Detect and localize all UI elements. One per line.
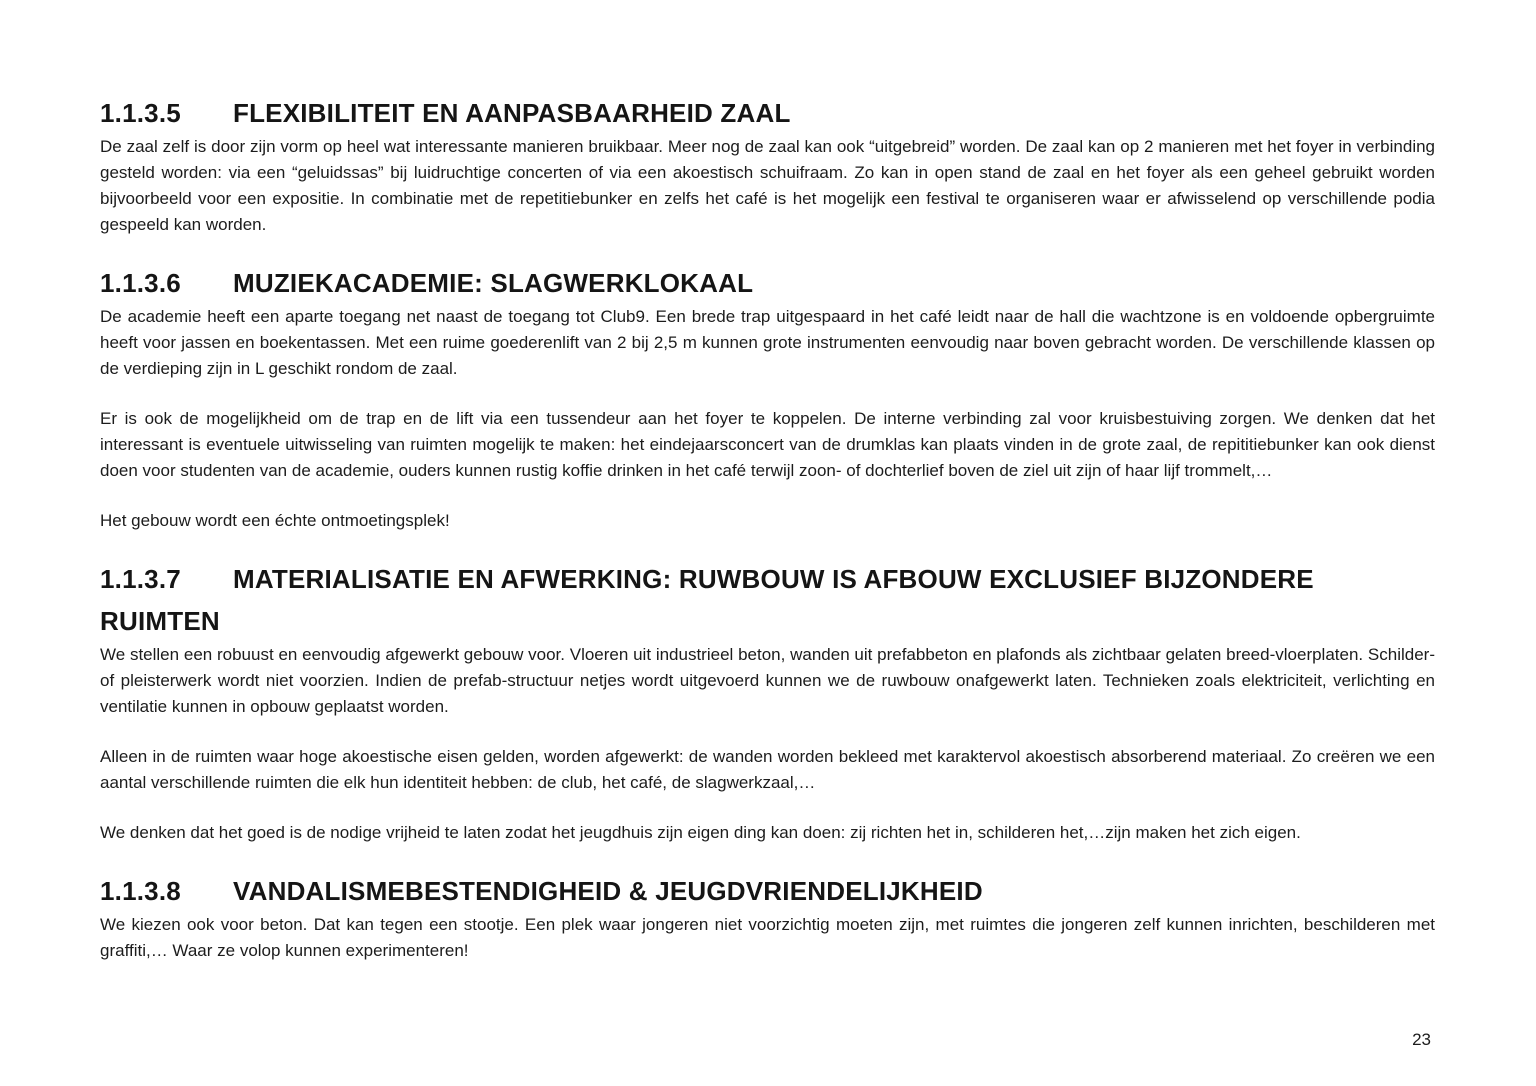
section-heading: [100, 870, 1435, 912]
paragraph: De zaal zelf is door zijn vorm op heel wat interessante manieren bruikbaar. Meer nog de zaal kan ook “uitgebreid” worden. De zaal kan op 2 manieren met het foyer in verbinding gesteld worden: via een “geluidssas” bij luidruchtige concerten of via een akoestisch schuifraam. Zo kan in open stand de zaal en het foyer als een geheel gebruikt worden bijvoorbeeld voor een expositie. In combinatie met de repetitiebunker en zelfs het café is het mogelijk een festival te organiseren waar er afwisselend op verschillende podia gespeeld kan worden.: [100, 137, 1435, 234]
document-section: [100, 870, 1435, 964]
section-heading: [100, 558, 1435, 642]
section-title: MUZIEKACADEMIE: SLAGWERKLOKAAL: [233, 268, 754, 298]
section-number: 1.1.3.8: [100, 876, 181, 906]
document-section: [100, 262, 1435, 534]
section-paragraphs: [100, 912, 1435, 964]
paragraph: We denken dat het goed is de nodige vrijheid te laten zodat het jeugdhuis zijn eigen ding kan doen: zij richten het in, schilderen het,…zijn maken het zich eigen.: [100, 823, 1301, 842]
section-number: 1.1.3.6: [100, 268, 181, 298]
document-section: [100, 558, 1435, 846]
sections-container: [100, 92, 1435, 964]
section-number: 1.1.3.7: [100, 564, 181, 594]
section-heading: [100, 92, 1435, 134]
section-title: FLEXIBILITEIT EN AANPASBAARHEID ZAAL: [233, 98, 791, 128]
section-heading: [100, 262, 1435, 304]
section-title: MATERIALISATIE EN AFWERKING: RUWBOUW IS AFBOUW EXCLUSIEF BIJZONDERE RUIMTEN: [100, 564, 1314, 636]
paragraph: Het gebouw wordt een échte ontmoetingsplek!: [100, 511, 450, 530]
document-section: [100, 92, 1435, 238]
section-paragraphs: [100, 304, 1435, 534]
paragraph: Alleen in de ruimten waar hoge akoestische eisen gelden, worden afgewerkt: de wanden worden bekleed met karaktervol akoestisch absorberend materiaal. Zo creëren we een aantal verschillende ruimten die elk hun identiteit hebben: de club, het café, de slagwerkzaal,…: [100, 747, 1435, 792]
page-number: 23: [1412, 1030, 1431, 1049]
section-paragraphs: [100, 642, 1435, 846]
paragraph: We stellen een robuust en eenvoudig afgewerkt gebouw voor. Vloeren uit industrieel beton, wanden uit prefabbeton en plafonds als zichtbaar gelaten breed-vloerplaten. Schilder- of pleisterwerk wordt niet voorzien. Indien de prefab-structuur netjes wordt uitgevoerd kunnen we de ruwbouw onafgewerkt laten. Technieken zoals elektriciteit, verlichting en ventilatie kunnen in opbouw geplaatst worden.: [100, 645, 1435, 716]
paragraph: De academie heeft een aparte toegang net naast de toegang tot Club9. Een brede trap uitgespaard in het café leidt naar de hall die wachtzone is en voldoende opbergruimte heeft voor jassen en boekentassen. Met een ruime goederenlift van 2 bij 2,5 m kunnen grote instrumenten eenvoudig naar boven gebracht worden. De verschillende klassen op de verdieping zijn in L geschikt rondom de zaal.: [100, 307, 1435, 378]
paragraph: We kiezen ook voor beton. Dat kan tegen een stootje. Een plek waar jongeren niet voorzichtig moeten zijn, met ruimtes die jongeren zelf kunnen inrichten, beschilderen met graffiti,… Waar ze volop kunnen experimenteren!: [100, 915, 1435, 960]
section-paragraphs: [100, 134, 1435, 238]
section-title: VANDALISMEBESTENDIGHEID & JEUGDVRIENDELIJKHEID: [233, 876, 983, 906]
paragraph: Er is ook de mogelijkheid om de trap en de lift via een tussendeur aan het foyer te koppelen. De interne verbinding zal voor kruisbestuiving zorgen. We denken dat het interessant is eventuele uitwisseling van ruimten mogelijk te maken: het eindejaarsconcert van de drumklas kan plaats vinden in de grote zaal, de repititiebunker kan ook dienst doen voor studenten van de academie, ouders kunnen rustig koffie drinken in het café terwijl zoon- of dochterlief boven de ziel uit zijn of haar lijf trommelt,…: [100, 409, 1435, 480]
section-number: 1.1.3.5: [100, 98, 181, 128]
